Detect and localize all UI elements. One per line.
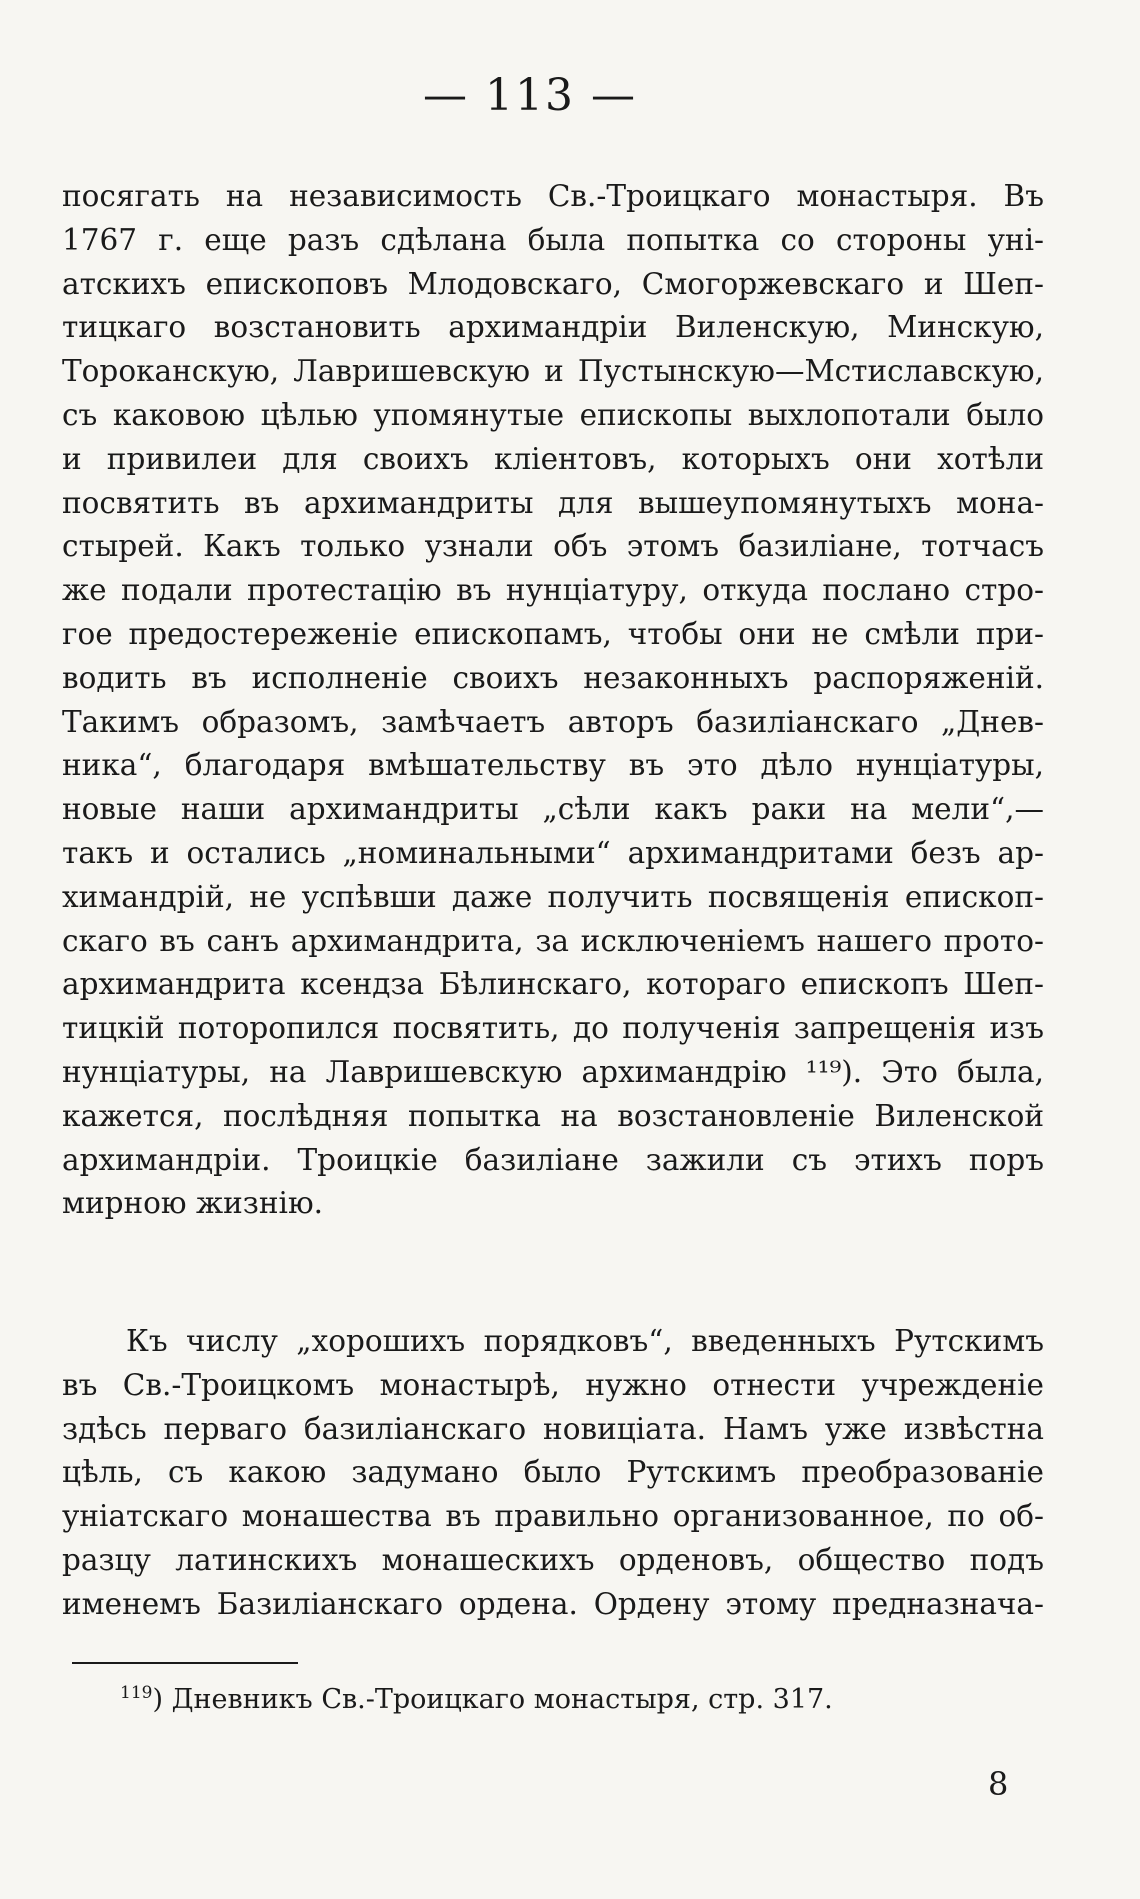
text-line: ника“, благодаря вмѣшательству въ это дѣло нунціатуры, [62,748,1044,783]
text-line: разцу латинскихъ монашескихъ орденовъ, общество подъ [62,1542,1044,1577]
text-line: съ каковою цѣлью упомянутые епископы выхлопотали было [62,397,1044,432]
text-line: именемъ Базиліанскаго ордена. Ордену этому предназнача- [62,1586,1044,1621]
text-line: архимандрита ксендза Бѣлинскаго, котораго епископъ Шеп- [62,967,1044,1002]
text-line: же подали протестацію въ нунціатуру, откуда послано стро- [62,573,1044,608]
text-line: новые наши архимандриты „сѣли какъ раки на мели“,— [62,792,1044,827]
text-line: гое предостереженіе епископамъ, чтобы они не смѣли при- [62,616,1044,651]
footnote [120,1683,833,1715]
printer-signature-mark: 8 [988,1765,1009,1803]
text-line: Къ числу „хорошихъ порядковъ“, введенныхъ Рутскимъ [126,1324,1044,1358]
text-line: 1767 г. еще разъ сдѣлана была попытка со стороны уні- [62,222,1044,257]
text-line: посвятить въ архимандриты для вышеупомянутыхъ мона- [62,485,1044,520]
paragraph-1 [62,175,1044,1226]
text-line: скаго въ санъ архимандрита, за исключеніемъ нашего прото- [62,923,1044,958]
text-line: Тороканскую, Лавришевскую и Пустынскую—Мстиславскую, [62,354,1044,389]
text-line: кажется, послѣдняя попытка на возстановленіе Виленской [62,1098,1044,1133]
text-line: атскихъ епископовъ Млодовскаго, Смогоржевскаго и Шеп- [62,266,1044,301]
page-number: — 113 — [423,70,637,121]
text-line: химандрій, не успѣвши даже получить посвященія епископ- [62,879,1044,914]
text-line: тицкій поторопился посвятить, до полученія запрещенія изъ [62,1011,1044,1046]
text-line: нунціатуры, на Лавришевскую архимандрію ¹¹⁹). Это была, [62,1054,1044,1089]
footnote-divider [72,1662,298,1664]
text-line: уніатскаго монашества въ правильно организованное, по об- [62,1499,1044,1534]
footnote-text: ) Дневникъ Св.-Троицкаго монастыря, стр. 317. [152,1684,833,1715]
text-line: архимандріи. Троицкіе базиліане зажили съ этихъ поръ [62,1142,1044,1177]
text-line: стырей. Какъ только узнали объ этомъ базиліане, тотчасъ [62,529,1044,564]
text-line: и привилеи для своихъ кліентовъ, которыхъ они хотѣли [62,441,1044,476]
text-line: въ Св.-Троицкомъ монастырѣ, нужно отнести учрежденіе [62,1367,1044,1402]
text-line: водить въ исполненіе своихъ незаконныхъ распоряженій. [62,660,1044,695]
text-line: такъ и остались „номинальными“ архимандритами безъ ар- [62,835,1044,870]
text-line: мирною жизнію. [62,1186,324,1221]
text-line: цѣль, съ какою задумано было Рутскимъ преобразованіе [62,1455,1044,1490]
text-line: здѣсь перваго базиліанскаго новиціата. Намъ уже извѣстна [62,1411,1044,1446]
footnote-marker: 119 [120,1683,153,1703]
text-line: тицкаго возстановить архимандріи Виленскую, Минскую, [62,310,1044,345]
text-line: Такимъ образомъ, замѣчаетъ авторъ базиліанскаго „Днев- [62,704,1044,739]
paragraph-2 [62,1320,1044,1627]
text-line: посягать на независимость Св.-Троицкаго монастыря. Въ [62,179,1044,213]
